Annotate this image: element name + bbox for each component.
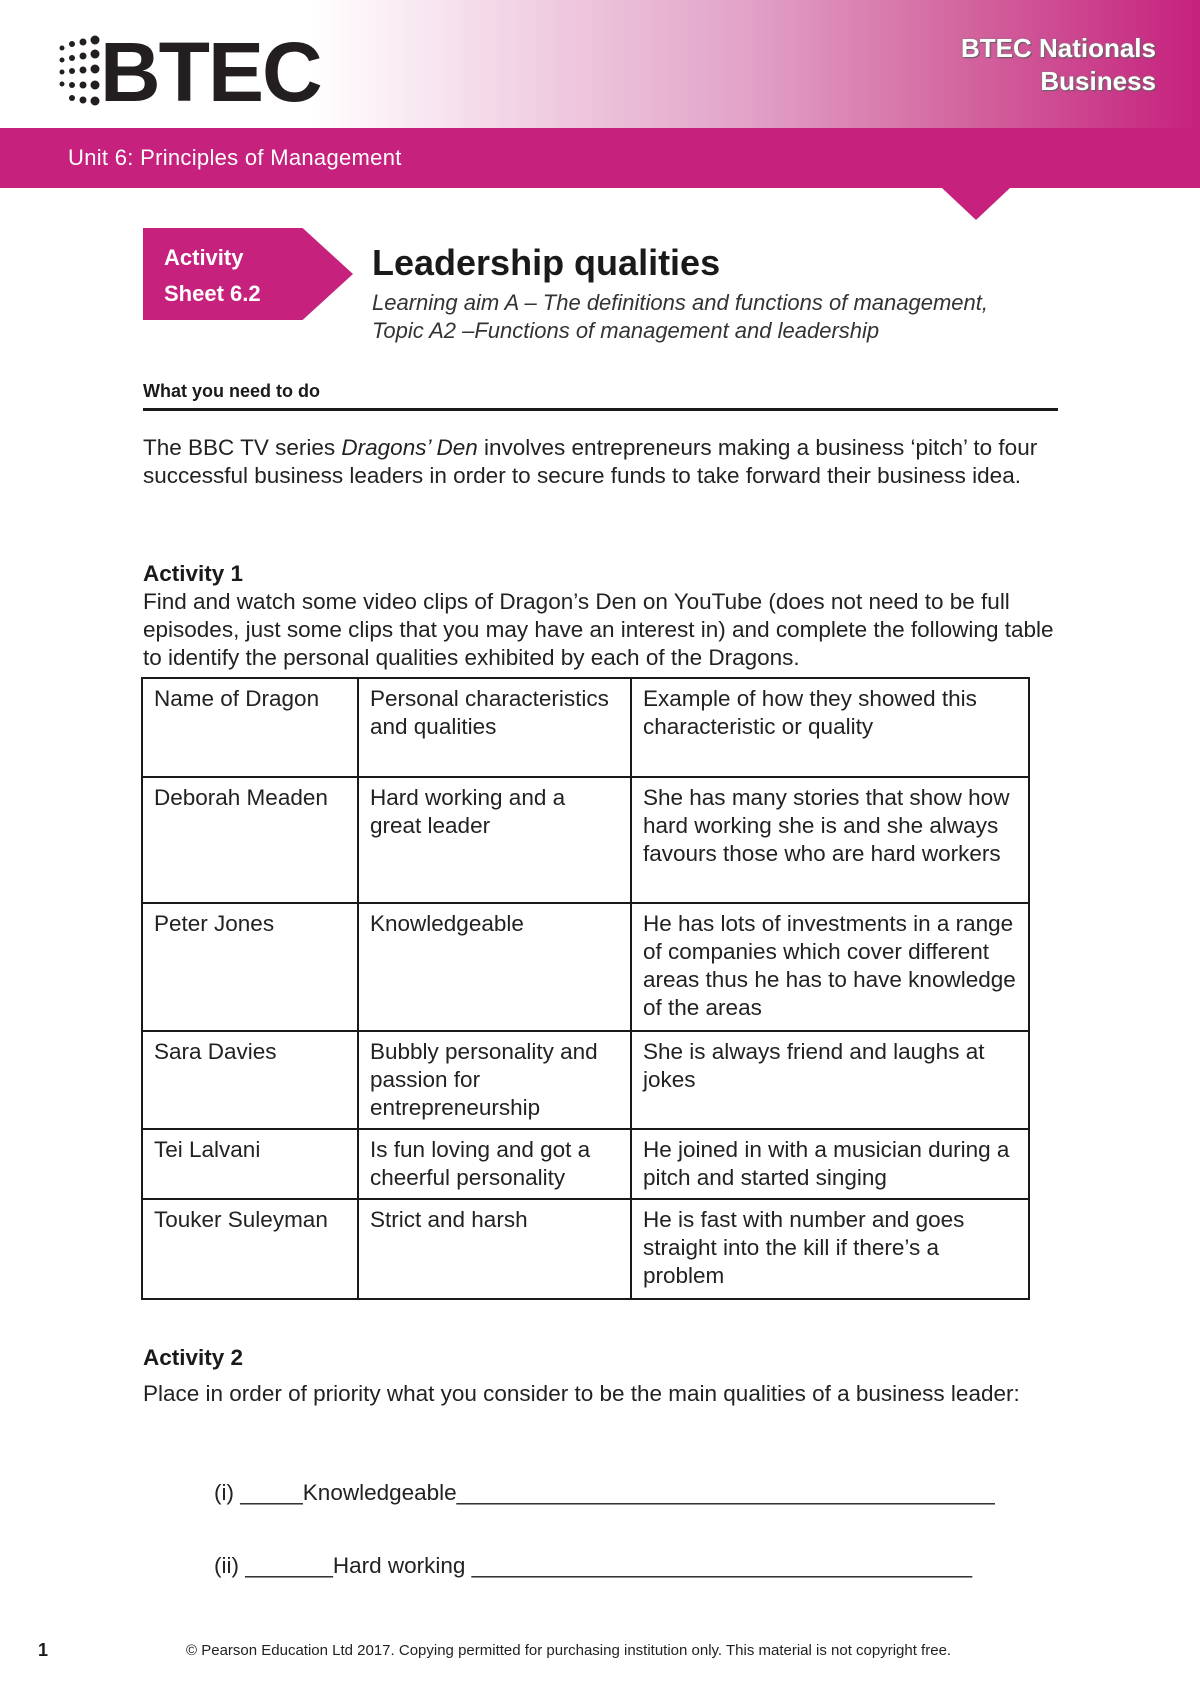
page-title: Leadership qualities: [372, 242, 721, 283]
series-title: [961, 32, 1156, 98]
table-cell: He is fast with number and goes straight into the kill if there’s a problem: [631, 1199, 1029, 1299]
table-cell: Hard working and a great leader: [358, 777, 631, 903]
table-header-cell: Personal characteristics and qualities: [358, 678, 631, 777]
copyright-footer: © Pearson Education Ltd 2017. Copying permitted for purchasing institution only. This material is not copyright free.: [186, 1642, 952, 1659]
page-number: 1: [38, 1640, 49, 1660]
table-cell: She is always friend and laughs at jokes: [631, 1031, 1029, 1129]
table-header-row: [142, 678, 1029, 777]
answer-line-1: (i) _____Knowledgeable___________________________________________: [214, 1480, 995, 1505]
unit-bar-pointer: [942, 188, 1010, 220]
series-title-line2: Business: [1040, 66, 1156, 96]
table-cell: Touker Suleyman: [142, 1199, 358, 1299]
table-header-cell: Name of Dragon: [142, 678, 358, 777]
learning-aim-line2: Topic A2 –Functions of management and leadership: [372, 318, 880, 343]
table-row: [142, 777, 1029, 903]
intro-text-end: involves entrepreneurs making a business ‘pitch’ to four successful business leaders in order to secure funds to take forward their business idea.: [143, 435, 1038, 488]
intro-paragraph: [143, 434, 1068, 490]
activity2-heading: Activity 2: [143, 1345, 244, 1370]
btec-logo: [56, 25, 336, 119]
section-heading: What you need to do: [143, 381, 1058, 411]
table-cell: Strict and harsh: [358, 1199, 631, 1299]
table-cell: Deborah Meaden: [142, 777, 358, 903]
table-row: [142, 1199, 1029, 1299]
table-cell: Is fun loving and got a cheerful personality: [358, 1129, 631, 1199]
table-header-cell: Example of how they showed this characteristic or quality: [631, 678, 1029, 777]
learning-aim-line1: Learning aim A – The definitions and functions of management,: [372, 290, 988, 315]
table-cell: He has lots of investments in a range of companies which cover different areas thus he has to have knowledge of the areas: [631, 903, 1029, 1031]
logo-wordmark: BTEC: [100, 25, 321, 119]
learning-aim: [372, 289, 1072, 345]
intro-text-start: The BBC TV series: [143, 435, 342, 460]
activity-tag-line1: Activity: [164, 245, 244, 270]
table-cell: She has many stories that show how hard working she is and she always favours those who are hard workers: [631, 777, 1029, 903]
activity-sheet-tag-label: [164, 240, 261, 312]
table-cell: Knowledgeable: [358, 903, 631, 1031]
activity1-instructions: Find and watch some video clips of Dragon’s Den on YouTube (does not need to be full episodes, just some clips that you may have an interest in) and complete the following table to identify the personal qualities exhibited by each of the Dragons.: [143, 589, 1054, 670]
activity1-heading: Activity 1: [143, 561, 244, 586]
unit-title: Unit 6: Principles of Management: [68, 145, 402, 170]
table-cell: Sara Davies: [142, 1031, 358, 1129]
series-title-line1: BTEC Nationals: [960, 33, 1156, 63]
table-cell: Peter Jones: [142, 903, 358, 1031]
activity2-instructions: Place in order of priority what you consider to be the main qualities of a business leader:: [143, 1381, 1020, 1406]
activity-tag-line2: Sheet 6.2: [164, 281, 261, 306]
table-cell: He joined in with a musician during a pitch and started singing: [631, 1129, 1029, 1199]
table-cell: Tei Lalvani: [142, 1129, 358, 1199]
dragons-table: [141, 677, 1030, 1300]
table-row: [142, 903, 1029, 1031]
table-row: [142, 1129, 1029, 1199]
intro-show-name: Dragons’ Den: [341, 435, 478, 460]
table-cell: Bubbly personality and passion for entrepreneurship: [358, 1031, 631, 1129]
table-row: [142, 1031, 1029, 1129]
answer-line-2: (ii) _______Hard working ________________________________________: [214, 1553, 973, 1578]
